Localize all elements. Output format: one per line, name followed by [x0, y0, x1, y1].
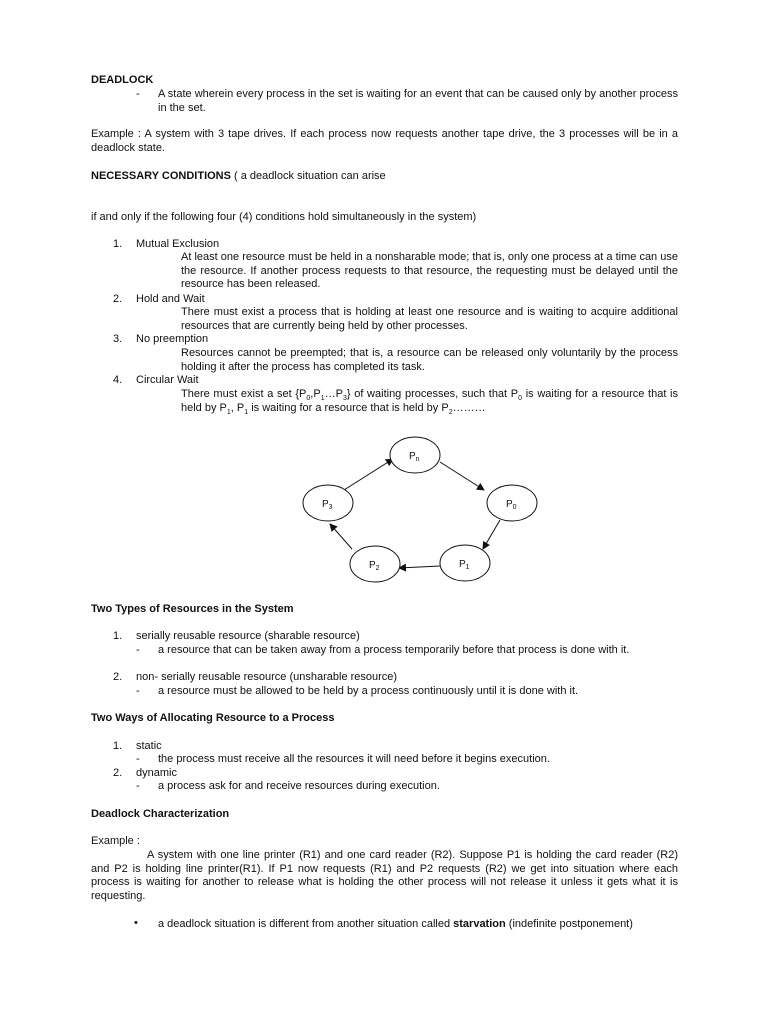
condition-title: Hold and Wait: [136, 293, 205, 305]
definition-dash: -: [136, 88, 140, 100]
necessary-conditions-after: ( a deadlock situation can arise: [230, 170, 386, 182]
resource-dash: -: [136, 685, 140, 697]
allocating-number: 1.: [113, 740, 123, 752]
condition-text: There must exist a set $\{P_0,P_1\dots P_3\}$ of waiting processes, such that $P_0$ is waiting for a resource that is held by $P_1$, $P_1$ is waiting for a resource that is held by $P_2\dots\dots\dots$: [181, 388, 678, 416]
resource-title: serially reusable resource (sharable resource): [136, 630, 360, 642]
arrow-p1-p2: [399, 566, 440, 568]
condition-text: Resources cannot be preempted; that is, a resource can be released only voluntarily by the process holding it after the process has completed its task.: [181, 347, 678, 373]
condition-number: 4.: [113, 374, 123, 386]
svg-text:P0: $P_0$: [506, 499, 517, 511]
resource-desc: a resource must be allowed to be held by a process continuously until it is done with it.: [158, 685, 579, 697]
node-p2: [350, 546, 400, 582]
svg-text:P2: $P_2$: [369, 560, 380, 572]
node-p0: [487, 485, 537, 521]
allocating-number: 2.: [113, 767, 123, 779]
allocating-desc: a process ask for and receive resources during execution.: [158, 780, 440, 792]
characterization-example-text: A system with one line printer (R1) and one card reader (R2). Suppose P1 is holding the card reader (R2) and P2 is holding line printer(R1). If P1 now requests (R1) and P2 requests (R2) we get into situation where each process is waiting for another to release what is holding the other process will not release it unless it gets what it is requesting.: [91, 849, 678, 902]
resource-types-heading: Two Types of Resources in the System: [91, 603, 294, 615]
condition-number: 2.: [113, 293, 123, 305]
condition-number: 1.: [113, 238, 123, 250]
node-pn: [390, 437, 440, 473]
resource-number: 1.: [113, 630, 123, 642]
svg-text:P3: $P_3$: [322, 499, 333, 511]
necessary-conditions-line2: if and only if the following four (4) conditions hold simultaneously in the system): [91, 211, 477, 223]
example-tape-drives: Example : A system with 3 tape drives. If each process now requests another tape drive, the 3 processes will be in a deadlock state.: [91, 128, 678, 154]
condition-text: At least one resource must be held in a nonsharable mode; that is, only one process at a time can use the resource. If another process requests to that resource, the requesting must be delayed until the resource has been released.: [181, 251, 678, 291]
arrow-pn-p0: [440, 462, 484, 490]
characterization-heading: Deadlock Characterization: [91, 808, 230, 820]
resource-title: non- serially reusable resource (unsharable resource): [136, 671, 398, 683]
condition-text: There must exist a process that is holding at least one resource and is waiting to acquire additional resources that are currently being held by other processes.: [181, 306, 678, 332]
deadlock-heading: DEADLOCK: [91, 74, 154, 86]
node-p1: [440, 545, 490, 581]
deadlock-definition: A state wherein every process in the set is waiting for an event that can be caused only by another process in the set.: [158, 88, 678, 114]
starvation-note: a deadlock situation is different from another situation called starvation (indefinite postponement): [158, 918, 633, 930]
condition-number: 3.: [113, 333, 123, 345]
condition-title: Mutual Exclusion: [136, 238, 220, 250]
arrow-p3-pn: [344, 459, 393, 490]
condition-title: Circular Wait: [136, 374, 199, 386]
allocating-heading: Two Ways of Allocating Resource to a Process: [91, 712, 335, 724]
resource-dash: -: [136, 644, 140, 656]
characterization-example-label: Example :: [91, 835, 140, 847]
resource-number: 2.: [113, 671, 123, 683]
svg-text:P1: $P_1$: [459, 559, 470, 571]
allocating-dash: -: [136, 780, 140, 792]
necessary-conditions-heading: NECESSARY CONDITIONS: [91, 170, 231, 182]
svg-text:Pn: $P_n$: [409, 451, 420, 463]
arrow-p0-p1: [483, 520, 500, 549]
allocating-title: static: [136, 740, 162, 752]
allocating-desc: the process must receive all the resources it will need before it begins execution.: [158, 753, 550, 765]
bullet-icon: •: [134, 917, 138, 929]
allocating-title: dynamic: [136, 767, 177, 779]
arrow-p2-p3: [330, 524, 352, 549]
node-p3: [303, 485, 353, 521]
resource-desc: a resource that can be taken away from a process temporarily before that process is done with it.: [158, 644, 630, 656]
allocating-dash: -: [136, 753, 140, 765]
condition-title: No preemption: [136, 333, 209, 345]
